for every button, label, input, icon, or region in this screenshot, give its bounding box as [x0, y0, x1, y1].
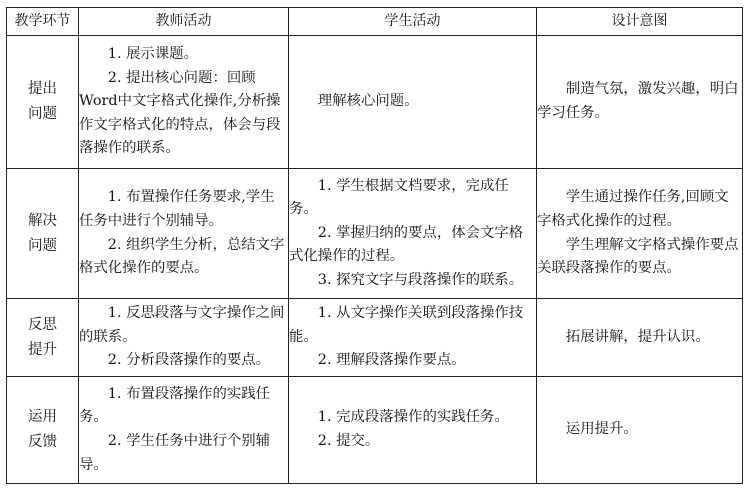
teacher-activity-item: 2. 学生任务中进行个别辅导。: [79, 433, 271, 473]
design-intent-item: 制造气氛，激发兴趣，明白学习任务。: [537, 81, 739, 121]
teacher-activity-item: 2. 组织学生分析，总结文字格式化操作的要点。: [79, 236, 285, 277]
stage-label: 问题: [28, 106, 57, 122]
table-row: [7, 169, 743, 299]
stage-label: 反思: [28, 316, 57, 333]
design-intent-cell: [537, 377, 743, 484]
student-activity-cell: [289, 377, 537, 484]
student-activity-cell: [289, 299, 537, 377]
teacher-activity-cell: [79, 377, 289, 484]
lesson-plan-table: [6, 7, 743, 484]
student-activity-cell: [289, 36, 537, 169]
teacher-activity-cell: [79, 299, 289, 377]
teacher-activity-item: 2. 分析段落操作的要点。: [107, 352, 271, 369]
teacher-activity-item: 1. 展示课题。: [107, 46, 199, 63]
teacher-activity-item: 1. 布置操作任务要求,学生任务中进行个别辅导。: [79, 189, 275, 229]
header-design-intent: 设计意图: [537, 8, 743, 36]
student-activity-item: 2. 提交。: [317, 433, 380, 449]
teacher-activity-cell: [79, 169, 289, 299]
table-row: [7, 299, 743, 377]
design-intent-cell: [537, 169, 743, 299]
header-student-activity: 学生活动: [289, 8, 537, 36]
design-intent-cell: [537, 36, 743, 169]
student-activity-cell: [289, 169, 537, 299]
stage-cell: [7, 299, 79, 377]
header-row: [7, 8, 743, 36]
header-teacher-activity: 教师活动: [79, 8, 289, 36]
stage-cell: [7, 36, 79, 169]
teacher-activity-item: 1. 布置段落操作的实践任务。: [79, 385, 271, 426]
stage-label: 提出: [28, 81, 57, 97]
student-activity-item: 理解核心问题。: [317, 93, 419, 110]
stage-label: 运用: [28, 409, 57, 425]
table-row: [7, 377, 743, 484]
student-activity-item: 2. 掌握归纳的要点，体会文字格式化操作的过程。: [289, 224, 524, 265]
stage-cell: [7, 169, 79, 299]
student-activity-item: 1. 完成段落操作的实践任务。: [317, 409, 509, 426]
design-intent-item: 运用提升。: [565, 421, 638, 438]
header-stage: 教学环节: [7, 8, 79, 36]
design-intent-item: 拓展讲解，提升认识。: [565, 328, 710, 345]
teacher-activity-item: 1. 反思段落与文字操作之间的联系。: [79, 305, 285, 345]
stage-cell: [7, 377, 79, 484]
teacher-activity-item: 2. 提出核心问题：回顾Word中文字格式化操作,分析操作文字格式化的特点，体会与段落操作的联系。: [79, 69, 281, 157]
stage-label: 问题: [28, 237, 57, 254]
teacher-activity-cell: [79, 36, 289, 169]
student-activity-item: 1. 学生根据文档要求，完成任务。: [289, 177, 509, 218]
stage-label: 解决: [28, 212, 57, 229]
table-row: [7, 36, 743, 169]
stage-label: 提升: [28, 341, 57, 358]
design-intent-item: 学生通过操作任务,回顾文字格式化操作的过程。: [537, 189, 729, 229]
design-intent-item: 学生理解文字格式操作要点关联段落操作的要点。: [537, 236, 739, 277]
stage-label: 反馈: [28, 434, 57, 450]
student-activity-item: 1. 从文字操作关联到段落操作技能。: [289, 305, 524, 345]
design-intent-cell: [537, 299, 743, 377]
student-activity-item: 3. 探究文字与段落操作的联系。: [317, 271, 524, 288]
student-activity-item: 2. 理解段落操作要点。: [317, 352, 466, 369]
